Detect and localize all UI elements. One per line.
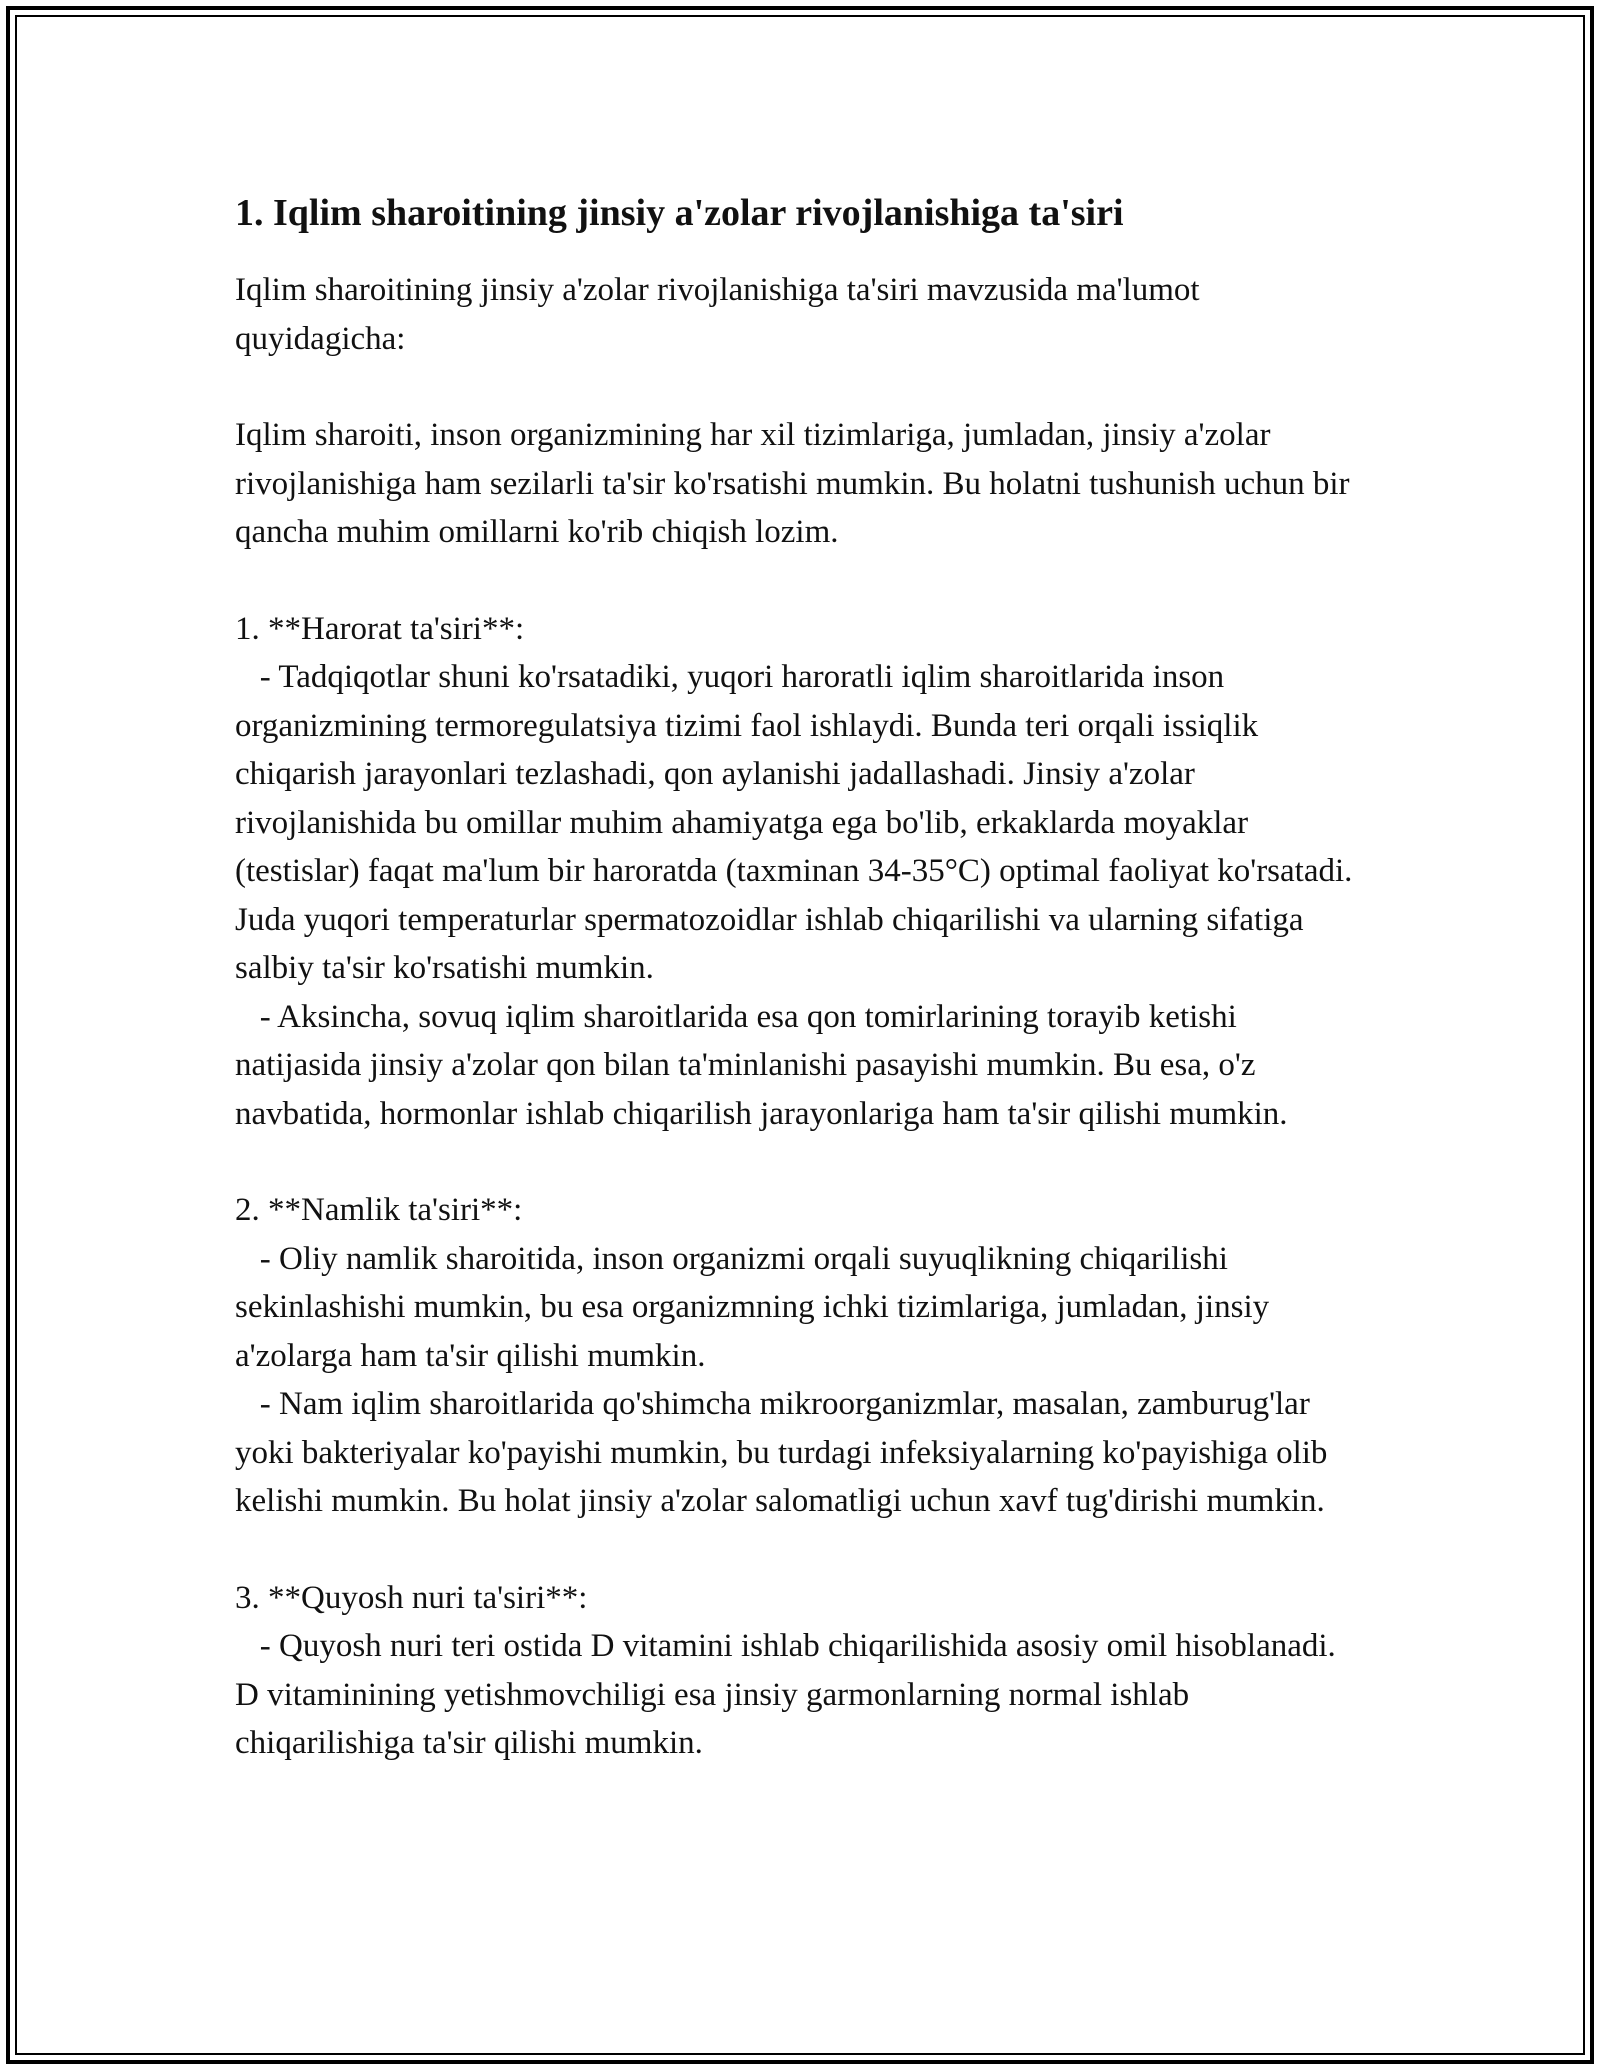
paragraph-gap (235, 557, 1365, 605)
intro-paragraph: Iqlim sharoitining jinsiy a'zolar rivojlanishiga ta'siri mavzusida ma'lumot quyidagicha: (235, 272, 1208, 357)
section-bullet: - Tadqiqotlar shuni ko'rsatadiki, yuqori haroratli iqlim sharoitlarida inson organizmining termoregulatsiya tizimi faol ishlaydi. Bunda teri orqali issiqlik chiqarish jarayonlari tezlashadi, qon aylanishi jadallashadi. Jinsiy a'zolar rivojlanishida bu omillar muhim ahamiyatga ega bo'lib, erkaklarda moyaklar (testislar) faqat ma'lum bir haroratda (taxminan 34-35°C) optimal faoliyat ko'rsatadi. Juda yuqori temperaturlar spermatozoidlar ishlab chiqarilishi va ularning sifatiga salbiy ta'sir ko'rsatishi mumkin. (235, 659, 1361, 986)
section-namlik (235, 1186, 1365, 1526)
paragraph-gap (235, 1526, 1365, 1574)
section-harorat (235, 605, 1365, 1139)
section-bullet: - Aksincha, sovuq iqlim sharoitlarida esa qon tomirlarining torayib ketishi natijasida jinsiy a'zolar qon bilan ta'minlanishi pasayishi mumkin. Bu esa, o'z navbatida, hormonlar ishlab chiqarilish jarayonlariga ham ta'sir qilishi mumkin. (235, 998, 1288, 1132)
section-quyosh (235, 1574, 1365, 1768)
section-bullet: - Quyosh nuri teri ostida D vitamini ishlab chiqarilishida asosiy omil hisoblanadi. D vitaminining yetishmovchiligi esa jinsiy garmonlarning normal ishlab chiqarilishiga ta'sir qilishi mumkin. (235, 1628, 1345, 1761)
paragraph-gap (235, 1138, 1365, 1186)
section-bullet: - Nam iqlim sharoitlarida qo'shimcha mikroorganizmlar, masalan, zamburug'lar yoki bakteriyalar ko'payishi mumkin, bu turdagi infeksiyalarning ko'payishiga olib kelishi mumkin. Bu holat jinsiy a'zolar salomatligi uchun xavf tug'dirishi mumkin. (235, 1386, 1336, 1519)
section-bullet: - Oliy namlik sharoitida, inson organizmi orqali suyuqlikning chiqarilishi sekinlashishi mumkin, bu esa organizmning ichki tizimlariga, jumladan, jinsiy a'zolarga ham ta'sir qilishi mumkin. (235, 1240, 1278, 1374)
document-body (235, 188, 1365, 1768)
section-heading: 3. **Quyosh nuri ta'siri**: (235, 1579, 588, 1616)
overview-paragraph: Iqlim sharoiti, inson organizmining har xil tizimlariga, jumladan, jinsiy a'zolar rivojlanishiga ham sezilarli ta'sir ko'rsatishi mumkin. Bu holatni tushunish uchun bir qancha muhim omillarni ko'rib chiqish lozim. (235, 417, 1358, 550)
section-heading: 2. **Namlik ta'siri**: (235, 1192, 523, 1228)
document-title: 1. Iqlim sharoitining jinsiy a'zolar rivojlanishiga ta'siri (235, 192, 1124, 234)
section-heading: 1. **Harorat ta'siri**: (235, 610, 525, 647)
paragraph-gap (235, 363, 1365, 411)
